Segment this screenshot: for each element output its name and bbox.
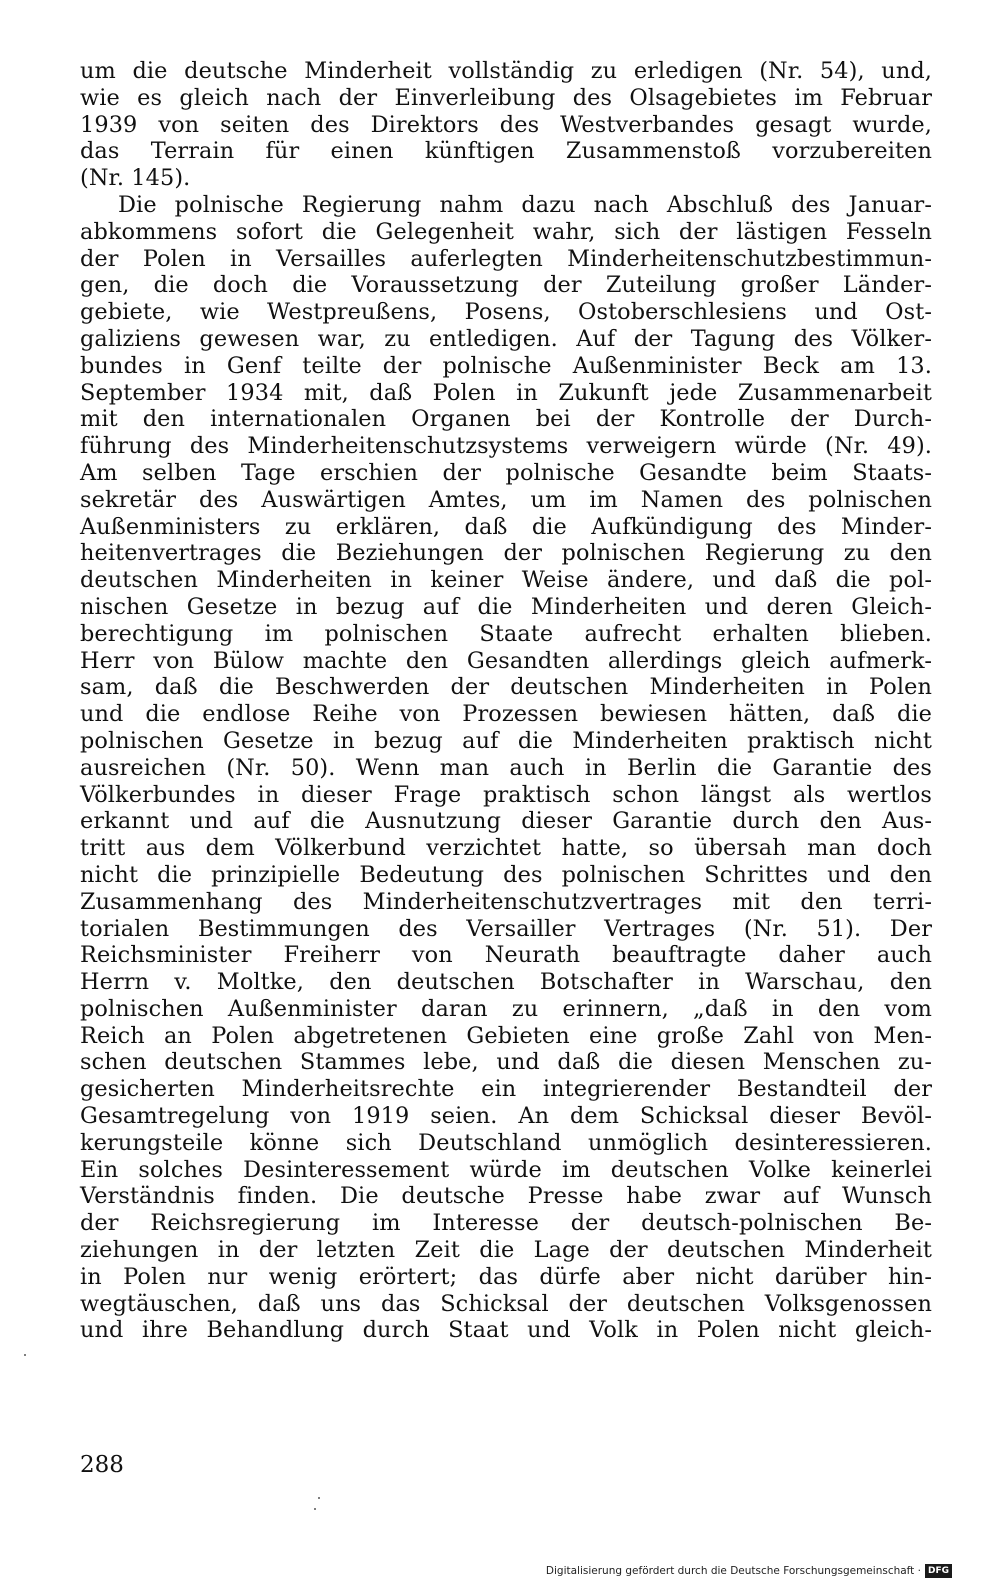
scan-speck [314,1508,316,1510]
scan-speck [24,1354,26,1356]
text-line: ausreichen (Nr. 50). Wenn man auch in Berlin die Garantie des [80,754,932,781]
text-line: berechtigung im polnischen Staate aufrecht erhalten blieben. [80,620,932,647]
text-line: galiziens gewesen war, zu entledigen. Auf der Tagung des Völker- [80,325,932,352]
text-line: polnischen Außenminister daran zu erinnern, „daß in den vom [80,995,932,1022]
dfg-logo-icon: DFG [925,1564,952,1578]
text-line: gen, die doch die Voraussetzung der Zuteilung großer Länder- [80,272,932,299]
text-line: und ihre Behandlung durch Staat und Volk in Polen nicht gleich- [80,1317,932,1344]
text-line: führung des Minderheitenschutzsystems verweigern würde (Nr. 49). [80,433,932,460]
text-line: Verständnis finden. Die deutsche Presse habe zwar auf Wunsch [80,1183,932,1210]
text-line: abkommens sofort die Gelegenheit wahr, sich der lästigen Fesseln [80,218,932,245]
text-line: Herr von Bülow machte den Gesandten allerdings gleich aufmerk- [80,647,932,674]
text-line: gesicherten Minderheitsrechte ein integrierender Bestandteil der [80,1076,932,1103]
page-number: 288 [80,1452,124,1478]
text-line: sekretär des Auswärtigen Amtes, um im Namen des polnischen [80,486,932,513]
text-line: Reichsminister Freiherr von Neurath beauftragte daher auch [80,942,932,969]
text-line: kerungsteile könne sich Deutschland unmöglich desinteressieren. [80,1129,932,1156]
text-line: der Reichsregierung im Interesse der deutsch-polnischen Be- [80,1210,932,1237]
text-line: nischen Gesetze in bezug auf die Minderheiten und deren Gleich- [80,593,932,620]
text-line: Völkerbundes in dieser Frage praktisch schon längst als wertlos [80,781,932,808]
scan-speck [318,1497,320,1499]
text-line: polnischen Gesetze in bezug auf die Minderheiten praktisch nicht [80,727,932,754]
text-line: und die endlose Reihe von Prozessen bewiesen hätten, daß die [80,701,932,728]
text-line: Am selben Tage erschien der polnische Gesandte beim Staats- [80,459,932,486]
text-line: nicht die prinzipielle Bedeutung des polnischen Schrittes und den [80,861,932,888]
digitization-credit [546,1564,952,1578]
text-line: sam, daß die Beschwerden der deutschen Minderheiten in Polen [80,674,932,701]
text-line: (Nr. 145). [80,165,191,192]
text-line: Außenministers zu erklären, daß die Aufkündigung des Minder- [80,513,932,540]
text-line: torialen Bestimmungen des Versailler Vertrages (Nr. 51). Der [80,915,932,942]
text-line: in Polen nur wenig erörtert; das dürfe aber nicht darüber hin- [80,1263,932,1290]
text-line: ziehungen in der letzten Zeit die Lage der deutschen Minderheit [80,1237,932,1264]
digitization-credit-text: Digitalisierung gefördert durch die Deutsche Forschungsgemeinschaft · [545,1565,921,1577]
text-line: das Terrain für einen künftigen Zusammenstoß vorzubereiten [80,138,932,165]
text-line: wegtäuschen, daß uns das Schicksal der deutschen Volksgenossen [80,1290,932,1317]
text-line: Ein solches Desinteressement würde im deutschen Volke keinerlei [80,1156,932,1183]
text-line: gebiete, wie Westpreußens, Posens, Ostoberschlesiens und Ost- [80,299,932,326]
text-line: bundes in Genf teilte der polnische Außenminister Beck am 13. [80,352,932,379]
text-line: erkannt und auf die Ausnutzung dieser Garantie durch den Aus- [80,808,932,835]
text-line: Gesamtregelung von 1919 seien. An dem Schicksal dieser Bevöl- [80,1103,932,1130]
text-line: Die polnische Regierung nahm dazu nach Abschluß des Januar- [118,191,932,218]
text-line: tritt aus dem Völkerbund verzichtet hatte, so übersah man doch [80,835,932,862]
text-line: wie es gleich nach der Einverleibung des Olsagebietes im Februar [80,84,932,111]
document-body [80,58,932,1344]
text-line: Reich an Polen abgetretenen Gebieten eine große Zahl von Men- [80,1022,932,1049]
text-line: Zusammenhang des Minderheitenschutzvertrages mit den terri- [80,888,932,915]
text-line: 1939 von seiten des Direktors des Westverbandes gesagt wurde, [80,111,932,138]
text-line: heitenvertrages die Beziehungen der polnischen Regierung zu den [80,540,932,567]
text-line: der Polen in Versailles auferlegten Minderheitenschutzbestimmun- [80,245,932,272]
text-line: um die deutsche Minderheit vollständig zu erledigen (Nr. 54), und, [80,58,932,84]
text-line: schen deutschen Stammes lebe, und daß die diesen Menschen zu- [80,1049,932,1076]
text-line: Herrn v. Moltke, den deutschen Botschafter in Warschau, den [80,969,932,996]
text-line: deutschen Minderheiten in keiner Weise ändere, und daß die pol- [80,567,932,594]
text-line: September 1934 mit, daß Polen in Zukunft jede Zusammenarbeit [80,379,932,406]
text-line: mit den internationalen Organen bei der Kontrolle der Durch- [80,406,932,433]
